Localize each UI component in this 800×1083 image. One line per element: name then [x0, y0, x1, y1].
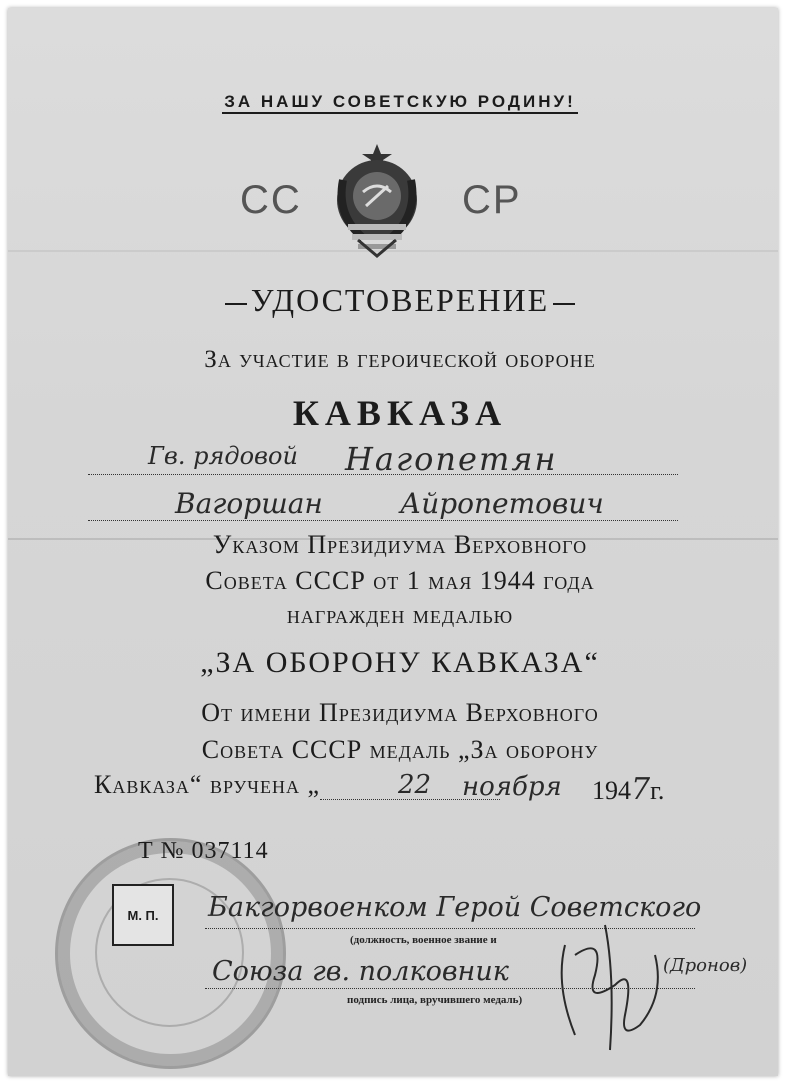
issuer-position-1: Бакгорвоенком Герой Советского	[208, 892, 702, 923]
position-caption: (должность, военное звание и	[350, 934, 497, 946]
motto	[0, 92, 800, 112]
presentation-line-1: От имени Президиума Верховного	[201, 698, 599, 727]
for-participation-line: За участие в героической обороне	[204, 346, 596, 373]
decree-line-3: награжден медалью	[286, 600, 514, 629]
year-suffix: г.	[650, 776, 665, 805]
header-right: СР	[462, 178, 522, 222]
recipient-surname: Нагопетян	[345, 440, 558, 478]
date-month: ноября	[462, 772, 562, 802]
year-printed: 194	[592, 776, 631, 805]
region-name: КАВКАЗА	[292, 393, 508, 433]
year-handwritten: 7	[631, 772, 651, 807]
header-left: СС	[240, 178, 302, 222]
decree-line-2: Совета СССР от 1 мая 1944 года	[205, 566, 595, 595]
issuer-position-2: Союза гв. полковник	[212, 956, 509, 987]
certificate-title	[0, 282, 800, 319]
seal-place-box: М. П.	[112, 884, 174, 946]
date-year	[592, 772, 664, 807]
presentation-prefix: Кавказа“ вручена „	[94, 770, 321, 799]
recipient-patronymic: Айропетович	[400, 487, 604, 520]
presentation-line-2: Совета СССР медаль „За оборону	[201, 735, 599, 764]
ussr-state-emblem-icon	[318, 140, 436, 260]
serial-number: Т № 037114	[138, 838, 269, 864]
title-text: УДОСТОВЕРЕНИЕ	[250, 282, 550, 318]
decree-line-1: Указом Президиума Верховного	[212, 530, 588, 559]
date-day: 22	[398, 770, 432, 800]
recipient-given-name: Вагоршан	[175, 487, 323, 520]
title-dash	[553, 303, 575, 305]
recipient-rank: Гв. рядовой	[148, 442, 298, 470]
emblem-row	[0, 140, 800, 260]
title-dash	[225, 303, 247, 305]
motto-text: ЗА НАШУ СОВЕТСКУЮ РОДИНУ!	[222, 92, 578, 114]
medal-name: „ЗА ОБОРОНУ КАВКАЗА“	[200, 646, 600, 679]
presentation-line-3	[94, 770, 500, 800]
signature-caption: подпись лица, вручившего медаль)	[347, 994, 523, 1006]
signer-name: (Дронов)	[663, 955, 748, 976]
handwritten-signature-icon	[545, 915, 695, 1055]
